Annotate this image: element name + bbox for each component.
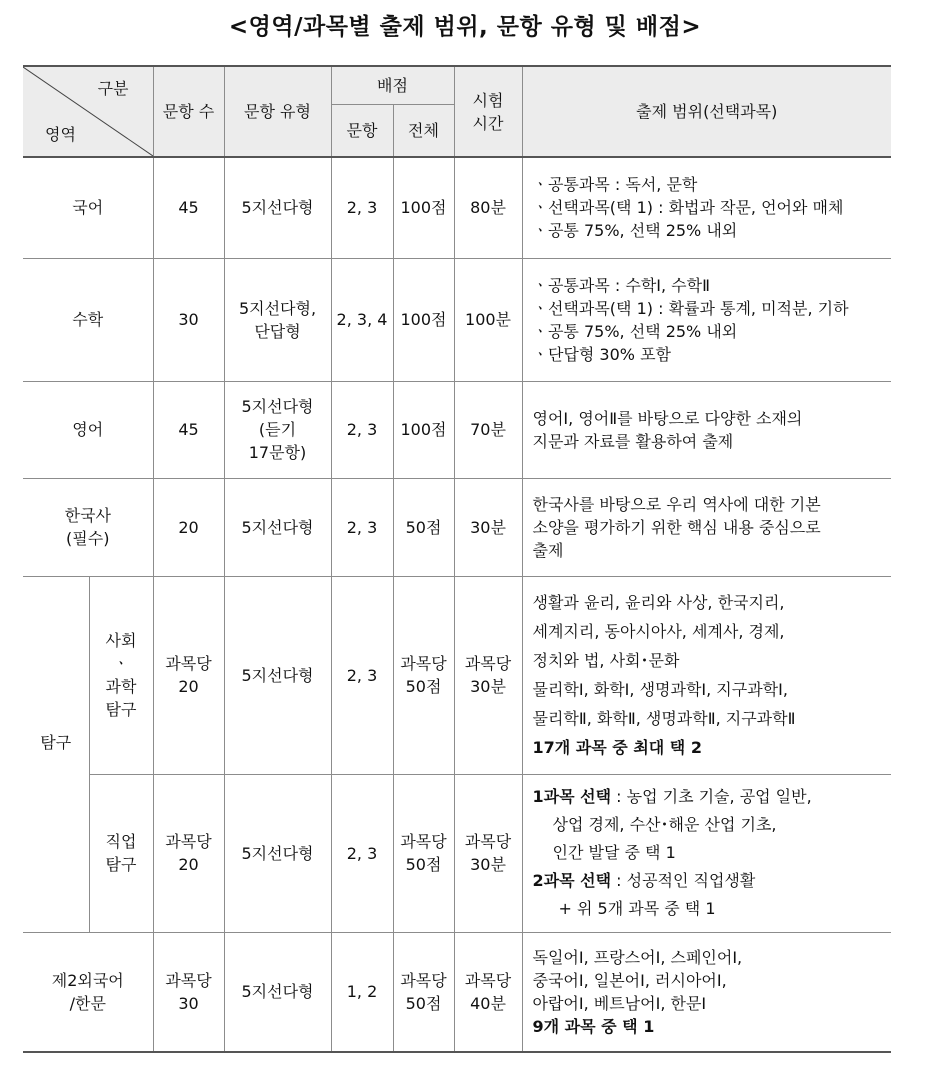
area-cell: 수학 (23, 258, 153, 381)
type-cell (224, 381, 331, 478)
range-cell (522, 157, 891, 258)
sub-area-cell (89, 576, 153, 774)
range-summary: 9개 과목 중 택 1 (532, 1016, 655, 1036)
type-cell: 5지선다형 (224, 157, 331, 258)
count-cell: 45 (153, 381, 224, 478)
score-total-cell (393, 932, 454, 1052)
header-area: 영역 (45, 125, 76, 144)
time-cell: 80분 (454, 157, 522, 258)
count-cell: 45 (153, 157, 224, 258)
count-cell (153, 932, 224, 1052)
type-line: (듣기 (258, 420, 297, 439)
area-cell (23, 478, 153, 576)
sub-area-line: ㆍ (113, 654, 129, 673)
type-cell: 5지선다형 (224, 774, 331, 932)
score-total-line: 50점 (405, 993, 442, 1013)
header-count: 문항 수 (153, 66, 224, 157)
range-line: 물리학Ⅱ, 화학Ⅱ, 생명과학Ⅱ, 지구과학Ⅱ (532, 709, 796, 728)
header-diagonal-cell (23, 66, 153, 157)
range-line (533, 867, 886, 895)
score-total-line: 50점 (405, 855, 442, 874)
exam-table (23, 65, 891, 1053)
range-line: 아랍어Ⅰ, 베트남어Ⅰ, 한문Ⅰ (532, 993, 707, 1013)
header-score-total: 전체 (393, 105, 454, 157)
time-cell (454, 932, 522, 1052)
type-cell: 5지선다형 (224, 576, 331, 774)
header-score: 배점 (331, 66, 454, 105)
score-total-cell (393, 576, 454, 774)
sub-area-line: 사회 (105, 631, 137, 650)
time-cell (454, 576, 522, 774)
area-cell (23, 932, 153, 1052)
score-item-cell: 2, 3, 4 (331, 258, 393, 381)
range-line: 물리학Ⅰ, 화학Ⅰ, 생명과학Ⅰ, 지구과학Ⅰ, (532, 680, 788, 699)
range-line: ㆍ선택과목(택 1) : 화법과 작문, 언어와 매체 (532, 198, 844, 218)
range-line: ㆍ공통 75%, 선택 25% 내외 (532, 221, 738, 241)
sub-area-cell (89, 774, 153, 932)
range-line: ㆍ선택과목(택 1) : 확률과 통계, 미적분, 기하 (532, 298, 849, 318)
type-cell: 5지선다형 (224, 478, 331, 576)
score-total-cell: 100점 (393, 258, 454, 381)
count-line: 20 (178, 677, 199, 696)
type-line: 17문항) (248, 443, 307, 462)
range-line: 인간 발달 중 택 1 (552, 843, 676, 862)
table-row-math (23, 258, 891, 381)
range-text: : 농업 기초 기술, 공업 일반, (611, 787, 812, 806)
count-line: 20 (178, 855, 199, 874)
score-total-line: 과목당 (400, 654, 447, 673)
score-total-line: 과목당 (400, 970, 447, 990)
time-line: 30분 (470, 677, 506, 696)
range-bold: 2과목 선택 (532, 871, 612, 890)
table-row-inquiry-vocational (23, 774, 891, 932)
range-cell (522, 576, 891, 774)
area-cell: 영어 (23, 381, 153, 478)
range-line: 중국어Ⅰ, 일본어Ⅰ, 러시아어Ⅰ, (532, 970, 727, 990)
count-line: 과목당 (165, 970, 212, 990)
count-cell: 30 (153, 258, 224, 381)
header-score-item: 문항 (331, 105, 393, 157)
diagonal-line (23, 67, 153, 156)
sub-area-line: 탐구 (105, 700, 137, 719)
range-line: 지문과 자료를 활용하여 출제 (532, 431, 734, 451)
table-row-inquiry-social (23, 576, 891, 774)
time-line: 과목당 (464, 832, 512, 851)
score-item-cell: 2, 3 (331, 381, 393, 478)
header-type: 문항 유형 (224, 66, 331, 157)
count-cell: 20 (153, 478, 224, 576)
range-line: 독일어Ⅰ, 프랑스어Ⅰ, 스페인어Ⅰ, (532, 947, 743, 967)
header-time: 시험 시간 (454, 66, 522, 157)
range-line: + 위 5개 과목 중 택 1 (558, 899, 716, 918)
header-range: 출제 범위(선택과목) (522, 66, 891, 157)
range-line: ㆍ공통과목 : 독서, 문학 (532, 175, 698, 195)
range-line: 한국사를 바탕으로 우리 역사에 대한 기본 (532, 494, 821, 514)
time-line: 과목당 (464, 970, 512, 990)
score-total-line: 50점 (405, 677, 442, 696)
range-cell (522, 774, 891, 932)
area-line: (필수) (66, 529, 110, 548)
table-row-history (23, 478, 891, 576)
score-total-cell (393, 774, 454, 932)
time-cell: 70분 (454, 381, 522, 478)
score-item-cell: 2, 3 (331, 157, 393, 258)
time-line: 30분 (470, 855, 506, 874)
table-row-foreign (23, 932, 891, 1052)
score-item-cell: 2, 3 (331, 774, 393, 932)
range-line (533, 783, 886, 811)
score-total-cell: 100점 (393, 381, 454, 478)
header-gubun: 구분 (97, 79, 129, 98)
range-line: 영어Ⅰ, 영어Ⅱ를 바탕으로 다양한 소재의 (532, 408, 803, 428)
type-line: 5지선다형, (238, 298, 317, 318)
time-line: 과목당 (464, 654, 512, 673)
type-line: 단답형 (254, 321, 301, 341)
header-row (23, 66, 891, 105)
type-cell: 5지선다형 (224, 932, 331, 1052)
count-line: 과목당 (165, 832, 212, 851)
time-cell: 30분 (454, 478, 522, 576)
count-line: 30 (178, 993, 199, 1013)
range-cell (522, 381, 891, 478)
range-line: 정치와 법, 사회･문화 (532, 651, 680, 670)
time-cell: 100분 (454, 258, 522, 381)
page-title: <영역/과목별 출제 범위, 문항 유형 및 배점> (228, 14, 702, 40)
range-summary: 17개 과목 중 최대 택 2 (532, 738, 702, 757)
score-total-cell: 100점 (393, 157, 454, 258)
range-line: 생활과 윤리, 윤리와 사상, 한국지리, (532, 593, 785, 612)
sub-area-line: 직업 (105, 832, 137, 851)
count-line: 과목당 (165, 654, 212, 673)
range-line: ㆍ공통 75%, 선택 25% 내외 (532, 321, 738, 341)
area-cell: 탐구 (23, 576, 89, 932)
range-text: : 성공적인 직업생활 (611, 871, 756, 890)
range-bold: 1과목 선택 (532, 787, 612, 806)
range-cell (522, 258, 891, 381)
range-line: 상업 경제, 수산･해운 산업 기초, (552, 815, 777, 834)
count-cell (153, 774, 224, 932)
score-total-cell: 50점 (393, 478, 454, 576)
time-line: 40분 (470, 993, 506, 1013)
score-item-cell: 2, 3 (331, 478, 393, 576)
type-line: 5지선다형 (241, 397, 314, 416)
range-line: 출제 (532, 540, 564, 560)
area-line: 한국사 (64, 506, 111, 525)
range-line: ㆍ단답형 30% 포함 (532, 344, 671, 364)
type-cell (224, 258, 331, 381)
range-line: 소양을 평가하기 위한 핵심 내용 중심으로 (532, 517, 821, 537)
range-line: 세계지리, 동아시아사, 세계사, 경제, (532, 622, 785, 641)
table-row-korean (23, 157, 891, 258)
score-total-line: 과목당 (400, 832, 447, 851)
sub-area-line: 탐구 (105, 855, 137, 874)
time-cell (454, 774, 522, 932)
range-cell (522, 478, 891, 576)
area-line: 제2외국어 (51, 970, 124, 990)
area-line: /한문 (69, 993, 106, 1013)
score-item-cell: 2, 3 (331, 576, 393, 774)
range-cell (522, 932, 891, 1052)
table-row-english (23, 381, 891, 478)
area-cell: 국어 (23, 157, 153, 258)
range-line: ㆍ공통과목 : 수학Ⅰ, 수학Ⅱ (532, 275, 710, 295)
count-cell (153, 576, 224, 774)
score-item-cell: 1, 2 (331, 932, 393, 1052)
sub-area-line: 과학 (105, 677, 137, 696)
